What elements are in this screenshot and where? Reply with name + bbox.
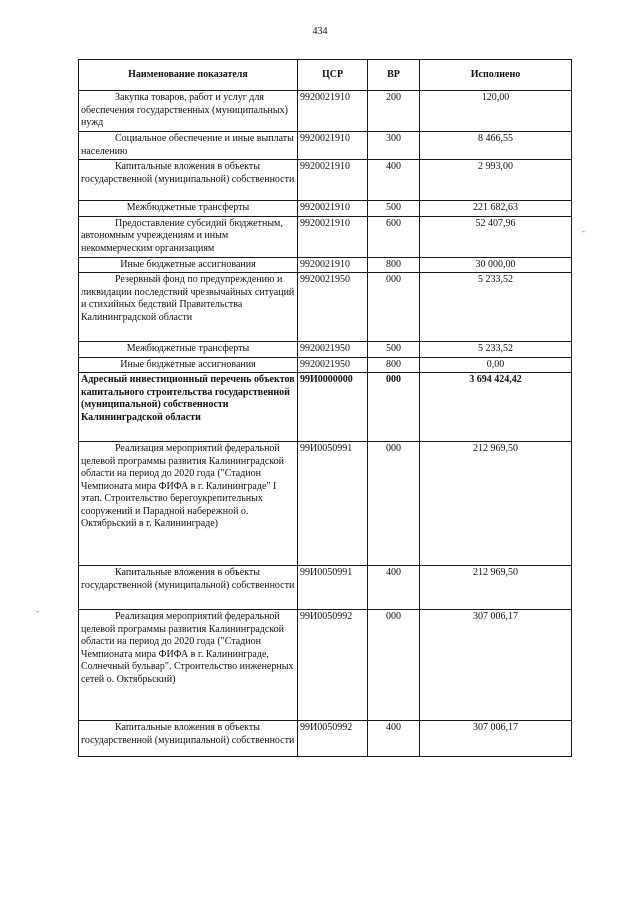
cell-executed: 212 969,50	[420, 442, 572, 566]
cell-vr: 500	[368, 201, 420, 217]
cell-name-text: Предоставление субсидий бюджетным, автономным учреждениям и иным некоммерческим организациям	[81, 217, 283, 254]
cell-name-text: Адресный инвестиционный перечень объектов капитального строительства государственной (муниципальной) собственности Калининградской области	[81, 374, 295, 423]
cell-csr: 9920021910	[298, 257, 368, 273]
cell-csr: 99И0050991	[298, 566, 368, 610]
cell-name	[79, 91, 298, 132]
table-body	[79, 91, 572, 757]
cell-vr: 800	[368, 257, 420, 273]
cell-csr: 9920021910	[298, 216, 368, 257]
cell-csr: 9920021950	[298, 342, 368, 358]
table-row	[79, 257, 572, 273]
cell-vr: 600	[368, 216, 420, 257]
cell-executed: 30 000,00	[420, 257, 572, 273]
cell-name-text: Закупка товаров, работ и услуг для обеспечения государственных (муниципальных) нужд	[81, 92, 288, 128]
cell-name	[79, 273, 298, 342]
header-csr: ЦСР	[298, 60, 368, 91]
cell-name-text: Капитальные вложения в объекты государственной (муниципальной) собственности	[81, 567, 295, 591]
cell-name-text: Реализация мероприятий федеральной целевой программы развития Калининградской области на период до 2020 года ("Стадион Чемпионата мира ФИФА в г. Калининграде, Солнечный бульвар". Строительство инженерных сетей о. Октябрьский)	[81, 611, 294, 685]
cell-executed: 221 682,63	[420, 201, 572, 217]
cell-vr: 800	[368, 357, 420, 373]
table-row	[79, 201, 572, 217]
cell-name-text: Межбюджетные трансферты	[126, 343, 250, 354]
header-name: Наименование показателя	[79, 60, 298, 91]
table-row	[79, 91, 572, 132]
cell-vr: 000	[368, 610, 420, 721]
table-row	[79, 442, 572, 566]
cell-csr: 9920021950	[298, 357, 368, 373]
cell-executed: 8 466,55	[420, 132, 572, 160]
cell-name	[79, 566, 298, 610]
cell-name-text: Капитальные вложения в объекты государственной (муниципальной) собственности	[81, 722, 295, 746]
cell-executed: 0,00	[420, 357, 572, 373]
cell-executed: 2 993,00	[420, 160, 572, 201]
cell-csr: 9920021950	[298, 273, 368, 342]
table-header-row	[79, 60, 572, 91]
table-row	[79, 373, 572, 442]
table-row	[79, 273, 572, 342]
cell-vr: 000	[368, 273, 420, 342]
cell-name	[79, 257, 298, 273]
margin-mark: -	[582, 226, 585, 236]
cell-executed: 307 006,17	[420, 721, 572, 757]
cell-name	[79, 201, 298, 217]
cell-vr: 200	[368, 91, 420, 132]
cell-name	[79, 342, 298, 358]
cell-vr: 500	[368, 342, 420, 358]
cell-executed: 120,00	[420, 91, 572, 132]
table-row	[79, 216, 572, 257]
cell-name	[79, 216, 298, 257]
cell-name-text: Социальное обеспечение и иные выплаты населению	[81, 133, 294, 157]
cell-vr: 000	[368, 442, 420, 566]
budget-table	[78, 59, 572, 757]
cell-csr: 99И0050991	[298, 442, 368, 566]
margin-mark: -	[36, 606, 39, 616]
cell-csr: 99И0000000	[298, 373, 368, 442]
cell-csr: 9920021910	[298, 132, 368, 160]
cell-executed: 5 233,52	[420, 273, 572, 342]
cell-name-text: Реализация мероприятий федеральной целевой программы развития Калининградской области на период до 2020 года ("Стадион Чемпионата мира ФИФА в г. Калининграде" I этап. Строительство берегоукрепительных сооружений и Парадной набережной о. Октябрьский в г. Калининграде)	[81, 443, 285, 529]
cell-name	[79, 357, 298, 373]
table-row	[79, 721, 572, 757]
cell-name-text: Иные бюджетные ассигнования	[120, 358, 256, 370]
cell-vr: 000	[368, 373, 420, 442]
cell-name	[79, 442, 298, 566]
table-row	[79, 132, 572, 160]
cell-executed: 212 969,50	[420, 566, 572, 610]
cell-vr: 400	[368, 566, 420, 610]
cell-vr: 400	[368, 160, 420, 201]
table-row	[79, 610, 572, 721]
cell-name	[79, 373, 298, 442]
cell-csr: 9920021910	[298, 91, 368, 132]
cell-name	[79, 610, 298, 721]
cell-name-text: Резервный фонд по предупреждению и ликвидации последствий чрезвычайных ситуаций и стихийных бедствий Правительства Калининградской области	[81, 274, 295, 323]
cell-vr: 300	[368, 132, 420, 160]
cell-vr: 400	[368, 721, 420, 757]
cell-executed: 5 233,52	[420, 342, 572, 358]
cell-name-text: Капитальные вложения в объекты государственной (муниципальной) собственности	[81, 161, 295, 185]
page-number: 434	[312, 26, 328, 37]
cell-executed: 52 407,96	[420, 216, 572, 257]
table-row	[79, 566, 572, 610]
cell-name	[79, 160, 298, 201]
cell-executed: 3 694 424,42	[420, 373, 572, 442]
table-row	[79, 342, 572, 358]
cell-name	[79, 132, 298, 160]
cell-name	[79, 721, 298, 757]
cell-name-text: Иные бюджетные ассигнования	[120, 258, 256, 270]
cell-csr: 9920021910	[298, 160, 368, 201]
table-row	[79, 357, 572, 373]
cell-name-text: Межбюджетные трансферты	[126, 202, 250, 213]
header-vr: ВР	[368, 60, 420, 91]
cell-csr: 99И0050992	[298, 610, 368, 721]
cell-csr: 99И0050992	[298, 721, 368, 757]
cell-executed: 307 006,17	[420, 610, 572, 721]
cell-csr: 9920021910	[298, 201, 368, 217]
header-executed: Исполнено	[420, 60, 572, 91]
table-row	[79, 160, 572, 201]
